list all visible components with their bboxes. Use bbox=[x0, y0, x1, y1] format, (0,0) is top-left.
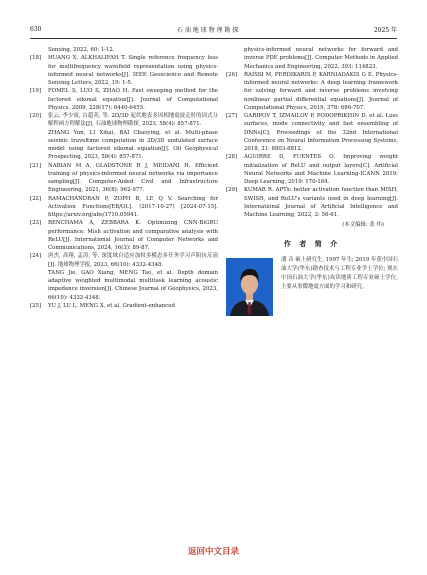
reference-text: YU J, LU L, MENG X, et al. Gradient-enhanced bbox=[48, 302, 175, 309]
issue-year: 2025 年 bbox=[373, 26, 397, 34]
reference-column-left bbox=[30, 46, 218, 310]
reference-continuation: physics-informed neural networks for forward and inverse PDE problems[J]. Computer Methods in Applied Mechanics and Engineering, 2022, 393: 114823. bbox=[244, 47, 398, 70]
reference-text: BENCHAMA A, ZEBBARA K. Optimizing CNN-BiGRU performance: Mish activation and comparative analysis with ReLU[J]. International Journal of Computer Networks and Communications, 2024, 16(3): 89-87. bbox=[48, 220, 218, 251]
reference-text: AGUIRRE D, FUENTES O. Improving weight initialization of ReLU and output layers[C]. Artificial Neural Networks and Machine Learning-ICANN 2019: Deep Learning, 2019: 170-184. bbox=[244, 154, 398, 185]
reference-column-right bbox=[226, 46, 398, 316]
author-portrait-image bbox=[226, 258, 273, 316]
reference-number: [25] bbox=[30, 302, 42, 309]
reference-item bbox=[30, 112, 218, 129]
reference-text: KUMAR R. APTx: better activation function than MISH, SWISH, and ReLU's variants used in deep learning[J]. International Journal of Artificial Intelligence and Machine Learning, 2022, 2: 56-61. bbox=[244, 187, 398, 218]
reference-number: [23] bbox=[30, 220, 42, 227]
reference-item bbox=[30, 195, 218, 220]
reference-text: NABIAN M A, GLADSTONE R J, MEIDANI H. Efficient training of physics-informed neural networks via importance sampling[J]. Computer-Aided Civil and Infrastructure Engineering, 2021, 36(8): 962-977. bbox=[48, 162, 218, 194]
header-rule bbox=[30, 38, 397, 39]
reference-item bbox=[226, 186, 398, 219]
reference-item bbox=[226, 112, 398, 153]
reference-text: HUANG X, ALKHALIFAH T. Single reference frequency loss for multifrequency wavefield representation using physics-informed neural networks[J]. IEEE Geoscience and Remote Sensing Letters, 2022, 19: 1-5. bbox=[48, 55, 218, 86]
reference-item bbox=[30, 87, 218, 112]
reference-text: RAMACHANDRAN P, ZOPH B, LE Q V. Searching for Activation Functions[EB/OL]. (2017-10-27) [2024-07-15]. https://arxiv.org/abs/1710.05941. bbox=[48, 195, 218, 218]
back-to-contents-link[interactable]: 返回中文目录 bbox=[187, 547, 239, 557]
page-number: 630 bbox=[30, 25, 42, 33]
editor-note: (本文编辑: 张 伟) bbox=[342, 222, 384, 229]
author-photo bbox=[226, 258, 273, 316]
reference-translation: TANG Jie, GAO Xiang, MENG Tao, et al. Depth domain adaptive weighted multimodal multitask learning acoustic impedance inversion[J]. Chinese Journal of Geophysics, 2023, 66(10): 4332-4348. bbox=[48, 269, 218, 301]
author-section-heading: 作 者 简 介 bbox=[283, 238, 341, 248]
running-header bbox=[30, 22, 397, 36]
author-bio: 潘 音 硕士研究生, 1997 年生; 2019 年获中国石油大学(华东)勘查技术与工程专业学士学位; 现在中国石油大学(华东)攻读地质工程专业硕士学位, 主要从事微地震方面的学习和研究。 bbox=[281, 256, 398, 290]
reference-item bbox=[30, 252, 218, 269]
reference-text: 唐杰, 高翔, 孟涛, 等. 深度域自适应加权多模态多任务学习声阻抗反演[J]. 地球物理学报, 2023, 66(10): 4332-4348. bbox=[48, 253, 218, 268]
reference-number: [19] bbox=[30, 88, 42, 95]
reference-number: [29] bbox=[226, 187, 238, 194]
reference-number: [27] bbox=[226, 113, 238, 119]
reference-number: [20] bbox=[30, 113, 42, 119]
reference-item bbox=[226, 153, 398, 186]
reference-number: [24] bbox=[30, 253, 42, 260]
author-profile bbox=[226, 256, 398, 316]
reference-number: [26] bbox=[226, 71, 238, 78]
reference-item bbox=[226, 71, 398, 112]
reference-number: [18] bbox=[30, 55, 42, 62]
reference-item bbox=[30, 162, 218, 195]
reference-item bbox=[30, 302, 218, 310]
reference-continuation: Sensing, 2022, 60: 1-12. bbox=[48, 47, 115, 53]
reference-text: 张云, 李少雨, 白超英, 等. 2D/3D 起伏地表多因相地震波走时的因式分解程函方程解法[J]. 石油地球物理勘探, 2023, 58(4): 857-871. bbox=[48, 113, 218, 128]
reference-number: [22] bbox=[30, 195, 42, 202]
reference-number: [28] bbox=[226, 154, 238, 161]
reference-number: [21] bbox=[30, 162, 42, 169]
reference-text: FOMEL S, LUO S, ZHAO H. Fast sweeping method for the factored eikonal equation[J]. Journal of Computational Physics, 2009, 228(17): 6440-6455. bbox=[48, 88, 218, 111]
reference-text: GARIPOV T, IZMAILOV P, PODOPRIKHIN D, et al. Loss surfaces, mode connectivity and fast ensembling of DNNs[C]. Proceedings of the 32nd International Conference on Neural Information Processing Systems, 2018, 31: 8803-8812. bbox=[244, 113, 398, 152]
reference-item bbox=[30, 54, 218, 87]
reference-item bbox=[30, 219, 218, 252]
reference-text: RAISSI M, PERDIKARIS P, KARNIADAKIS G E. Physics-informed neural networks: A deep learning framework for solving forward and inverse problems involving nonlinear partial differential equations[J]. Journal of Computational Physics, 2019, 378: 686-707. bbox=[244, 71, 398, 111]
reference-translation: ZHANG Yun, LI Xihai, BAI Chaoying, et al. Multi-phase seismic traveltime computation in 2D/3D undulated surface model using factored eikonal equation[J]. Oil Geophysical Prospecting, 2023, 58(4): 857-871. bbox=[48, 129, 218, 161]
journal-title: 石 油 地 球 物 理 勘 探 bbox=[176, 26, 239, 34]
